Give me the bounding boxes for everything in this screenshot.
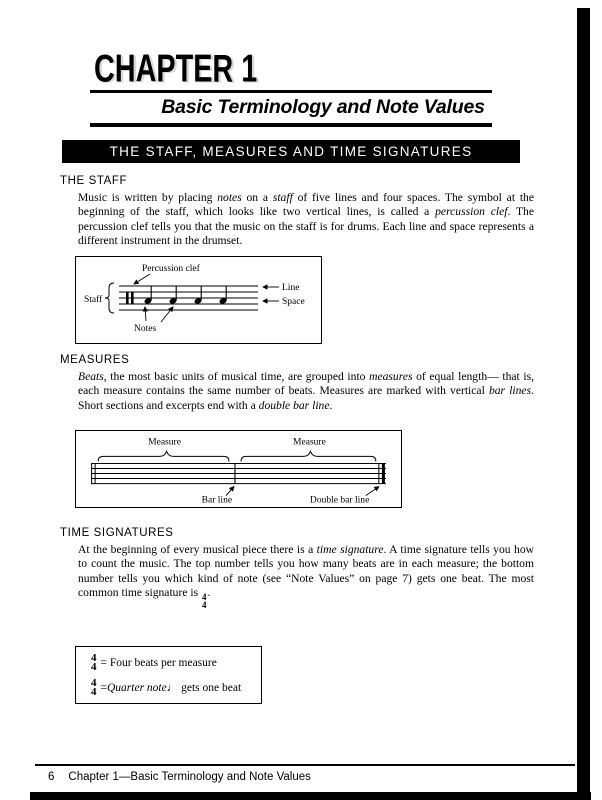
time-signature-fraction: 4 4 bbox=[202, 592, 207, 610]
measures-section-heading: MEASURES bbox=[60, 354, 130, 366]
chapter-heading: CHAPTER 1 bbox=[94, 46, 258, 91]
time-signatures-paragraph: At the beginning of every musical piece there is a time signature. A time signature tells you how to count the music. The top number tells you how many beats are in each measure; the bottom number tells you which kind of note (see “Note Values” on page 7) gets one beat. The most common time signature is 4 4 . bbox=[78, 543, 534, 610]
staff-lines bbox=[119, 286, 258, 310]
page-footer bbox=[48, 771, 311, 783]
scan-edge-bottom bbox=[30, 792, 591, 800]
time-signature-rule-1: 4 4 = Four beats per measure bbox=[91, 651, 217, 673]
time-signature-figure bbox=[75, 646, 262, 704]
footer-rule bbox=[35, 764, 575, 766]
chapter-subtitle: Basic Terminology and Note Values bbox=[161, 96, 485, 118]
measure-brace-2 bbox=[241, 451, 376, 461]
space-label: Space bbox=[282, 297, 305, 307]
percussion-clef-arrow bbox=[134, 274, 150, 284]
measures-paragraph: Beats, the most basic units of musical time, are grouped into measures of equal length— that is, each measure contains the same number of beats. Measures are marked with vertical bar lines. Short sections and excerpts end with a double bar line. bbox=[78, 370, 534, 412]
staff-brace bbox=[105, 283, 114, 313]
measures-figure bbox=[75, 430, 402, 508]
quarter-note bbox=[169, 287, 177, 305]
title-block bbox=[90, 90, 492, 127]
double-bar-line-label: Double bar line bbox=[309, 494, 370, 506]
scan-edge-right bbox=[577, 8, 590, 795]
line-label: Line bbox=[282, 283, 300, 293]
quarter-note bbox=[194, 287, 202, 305]
bar-line-label: Bar line bbox=[201, 494, 233, 506]
staff-figure bbox=[75, 256, 322, 344]
measure-label-2: Measure bbox=[292, 436, 326, 448]
notes-arrow-1 bbox=[145, 307, 146, 321]
footer-text: Chapter 1—Basic Terminology and Note Values bbox=[68, 771, 311, 783]
measure-label-1: Measure bbox=[148, 436, 181, 448]
staff-label: Staff bbox=[84, 295, 103, 305]
time-signatures-section-heading: TIME SIGNATURES bbox=[60, 527, 174, 539]
notes-label: Notes bbox=[134, 324, 157, 334]
page-number: 6 bbox=[48, 771, 55, 783]
title-rule-bottom bbox=[90, 123, 492, 127]
quarter-note bbox=[144, 287, 152, 305]
quarter-notes bbox=[144, 287, 227, 305]
staff-diagram bbox=[76, 257, 321, 343]
staff-lines bbox=[91, 463, 386, 483]
notes-arrow-2 bbox=[161, 307, 173, 322]
percussion-clef-label: Percussion clef bbox=[142, 264, 200, 274]
measures-diagram bbox=[76, 431, 401, 507]
time-signature-fraction: 4 4 bbox=[91, 651, 97, 673]
time-signature-fraction: 4 4 bbox=[91, 676, 97, 698]
double-bar-line-arrow bbox=[366, 487, 379, 496]
staff-section-heading: THE STAFF bbox=[60, 175, 128, 187]
time-signature-rule-2: 4 4 = Quarter note ♩ gets one beat bbox=[91, 676, 242, 698]
section-banner: THE STAFF, MEASURES AND TIME SIGNATURES bbox=[62, 140, 520, 163]
measure-brace-1 bbox=[98, 451, 229, 461]
staff-paragraph: Music is written by placing notes on a staff of five lines and four spaces. The symbol at the beginning of the staff, which looks like two vertical lines, is called a percussion clef. The percussion clef tells you that the music on the staff is for drums. Each line and space represents a different instrument in the drumset. bbox=[78, 191, 534, 248]
quarter-note bbox=[219, 287, 227, 305]
